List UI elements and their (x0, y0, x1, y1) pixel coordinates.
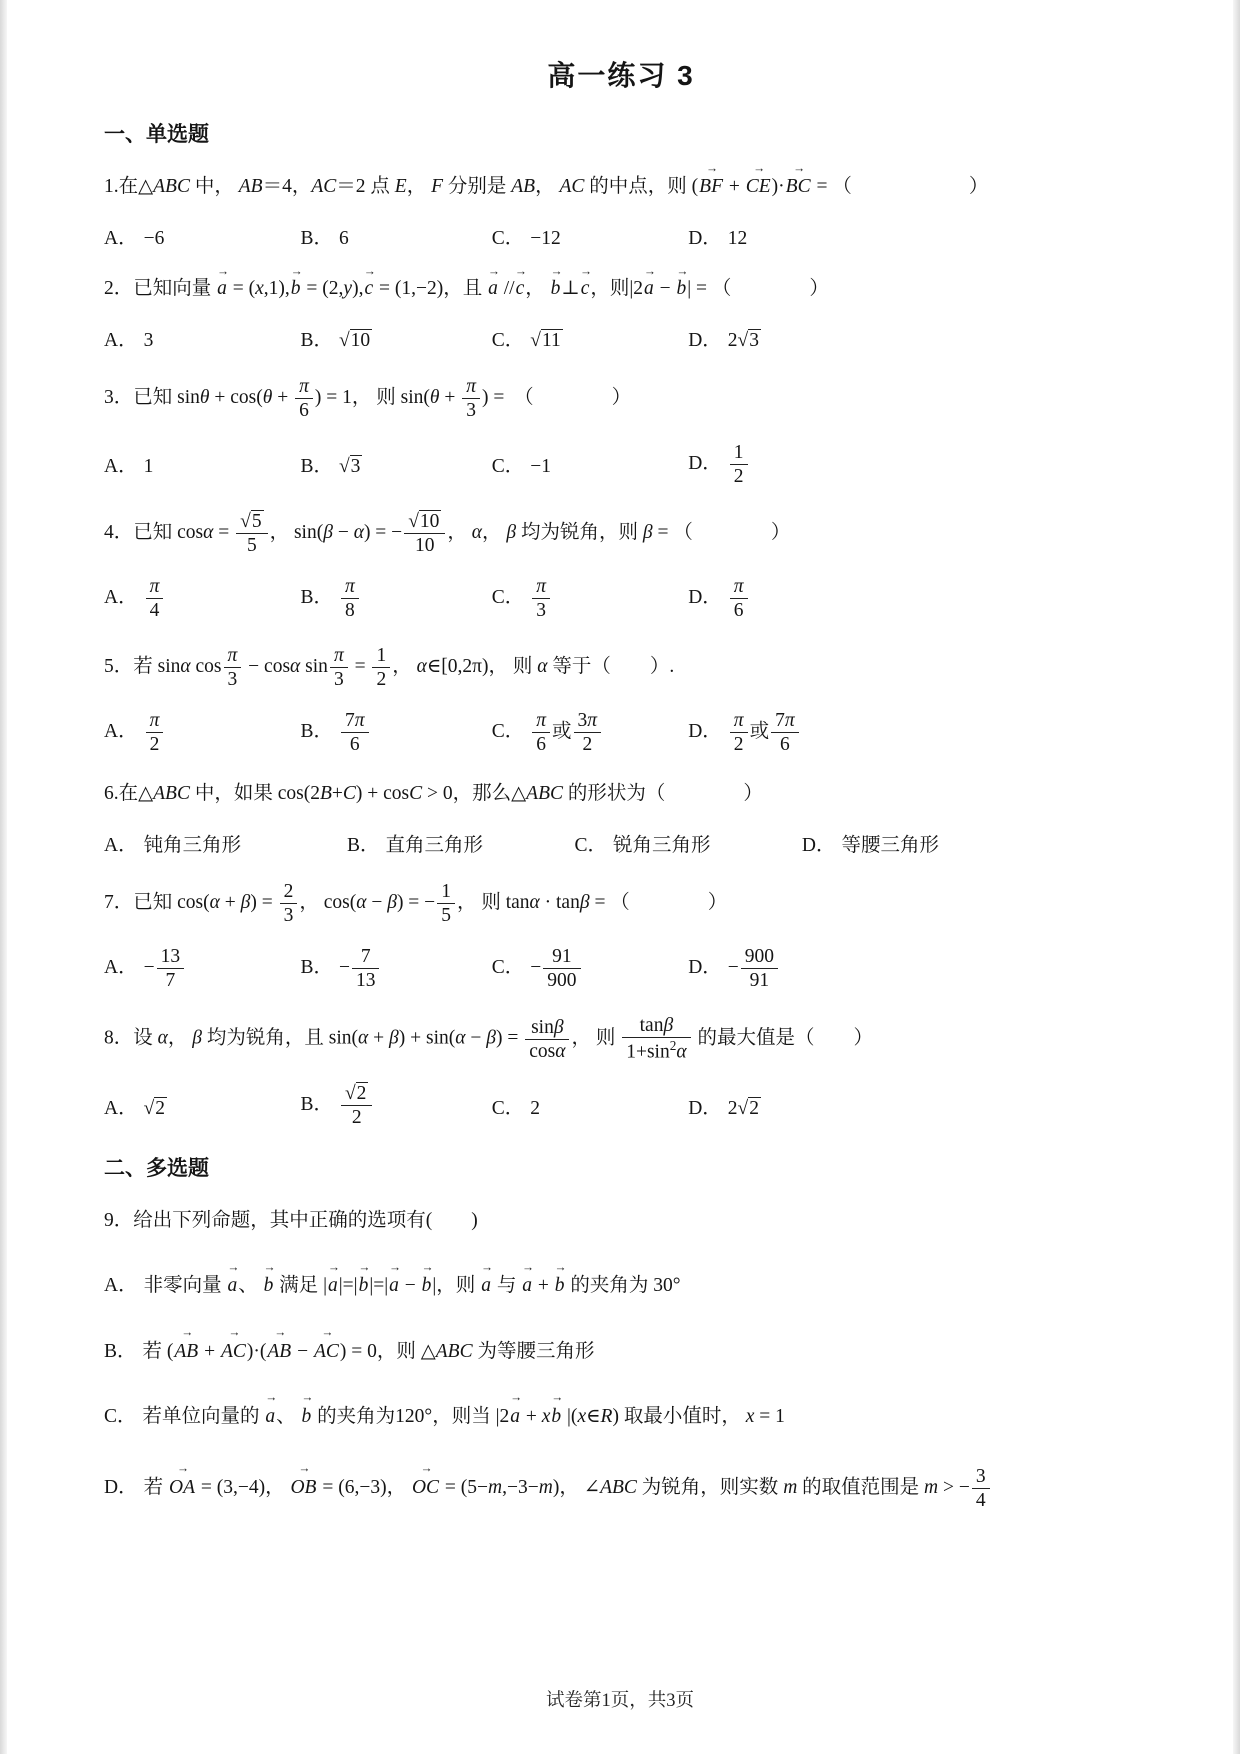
question-7-stem: 7．已知 cos(α + β) = $\frac{2}{3}$ ， cos(α − β) = − $\frac{1}{5}$ ， 则 tanα · tanβ = （ ） (104, 881, 728, 927)
option-label: B． (300, 456, 333, 478)
page-edge-right (1233, 0, 1240, 1754)
question-9-options (104, 1270, 1138, 1511)
question-7-option-C: C． − $\frac{91}{900}$ (492, 946, 688, 991)
option-label: C． (574, 835, 607, 857)
question-2 (104, 274, 1138, 352)
question-1-option-D: D． 12 (688, 228, 748, 250)
question-9-option-D: D． 若 OA → = (3,−4)， OB → = (6,−3)， OC → = (5−m,−3−m)， ∠ABC 为锐角，则实数 m 的取值范围是 m > − $\frac{3}{4}$ (104, 1466, 1138, 1511)
option-label: B． (300, 1094, 333, 1116)
page-title: 高一练习 3 (547, 60, 695, 91)
option-label: C． (491, 330, 525, 352)
option-label: D． (688, 720, 722, 742)
question-1-stem: 1.在△ABC 中， AB＝4，AC＝2 点 E， F 分别是 AB， AC 的中点，则 (BF → + CE →)·BC → = （ ） (104, 172, 1138, 202)
question-3-stem: 3．已知 sinθ + cos(θ + $\frac{\pi}{6}$ ) = 1， 则 sin(θ + $\frac{\pi}{3}$ ) = （ ） (104, 376, 632, 422)
page-footer: 试卷第1页，共3页 (545, 1691, 694, 1711)
option-label: A． (104, 330, 138, 352)
question-8-option-A: A． √ 2 (104, 1092, 300, 1120)
question-5-option-B: B． $\frac{7\pi}{6}$ (300, 710, 491, 755)
option-label: D． (688, 1097, 722, 1119)
option-label: B． (300, 957, 333, 979)
question-7 (104, 881, 1138, 991)
option-label: D． (688, 586, 722, 608)
question-8-option-C: C． 2 (491, 1097, 540, 1119)
question-3-option-B: B． √ 3 (300, 450, 491, 478)
question-6 (104, 779, 1138, 857)
option-label: B． (300, 228, 333, 250)
question-4-options (104, 576, 1138, 621)
question-5-option-C: C． $\frac{\pi}{6}$ 或 $\frac{3\pi}{2}$ (492, 710, 688, 755)
question-8-stem: 8．设 α， β 均为锐角，且 sin(α + β) + sin(α − β) = $\frac{\sin\beta}{\cos\alpha}$ ， 则 $\frac{\tan\beta}{1+\sin^2\alpha}$ 的最大值是（ ） (104, 1015, 873, 1063)
option-label: D． (688, 228, 722, 250)
option-label: C． (104, 1405, 137, 1427)
option-label: A． (104, 1097, 138, 1119)
question-6-option-A: A． 钝角三角形 (104, 835, 242, 857)
question-7-option-D: D． − $\frac{900}{91}$ (688, 946, 1138, 991)
question-2-option-D: D． 2 √ 3 (688, 324, 1138, 352)
question-7-options (104, 946, 1138, 991)
option-label: C． (491, 957, 525, 979)
question-5-option-A: A． $\frac{\pi}{2}$ (104, 710, 300, 755)
question-6-option-B: B． 直角三角形 (346, 835, 484, 857)
question-8-option-B: B． √ $\frac{2}{2}$ (300, 1083, 491, 1128)
question-8 (104, 1015, 1138, 1128)
option-label: D． (688, 957, 722, 979)
option-label: A． (104, 957, 138, 979)
option-label: A． (104, 228, 138, 250)
option-label: D． (688, 330, 722, 352)
question-4-option-C: C． $\frac{\pi}{3}$ (492, 576, 688, 621)
question-1-option-C: C． −12 (491, 228, 561, 250)
question-6-option-D: D． 等腰三角形 (801, 835, 940, 857)
option-label: A． (104, 835, 138, 857)
option-label: D． (801, 835, 836, 857)
question-9-option-B: B． 若 (AB → + AC →)·(AB → − AC →) = 0，则 △ABC 为等腰三角形 (104, 1336, 1138, 1367)
option-label: A． (104, 586, 138, 608)
section-heading-single-choice: 一、单选题 (104, 123, 209, 146)
question-9-option-A: A． 非零向量 a →、 b → 满足 |a →|=|b →|=|a → − b →|，则 a → 与 a → + b → 的夹角为 30° (104, 1270, 1138, 1301)
question-7-option-B: B． − $\frac{7}{13}$ (300, 946, 491, 991)
option-label: C． (491, 456, 525, 478)
option-label: A． (104, 1275, 138, 1297)
option-label: D． (104, 1476, 138, 1498)
question-5-stem: 5．若 sinα cos $\frac{\pi}{3}$ − cosα sin $\frac{\pi}{3}$ = $\frac{1}{2}$ ， α∈[0,2π)， 则 α 等于（ ）. (104, 644, 675, 690)
page-edge-left (0, 0, 7, 1754)
multi-choice-questions (104, 1206, 1138, 1511)
option-label: D． (688, 452, 722, 474)
question-9-stem: 9．给出下列命题，其中正确的选项有( ) (104, 1210, 478, 1232)
question-4-stem: 4．已知 cosα = √ $\frac{5}{5}$ ， sin(β − α) = − √ $\frac{10}{10}$ ， α， β 均为锐角，则 β = （ ） (104, 511, 1138, 556)
option-label: B． (346, 835, 380, 857)
option-label: A． (104, 456, 138, 478)
option-label: B． (104, 1340, 137, 1362)
question-9 (104, 1206, 1138, 1511)
question-7-option-A: A． − $\frac{13}{7}$ (104, 946, 300, 991)
question-8-option-D: D． 2 √ 2 (688, 1092, 1138, 1120)
option-label: B． (300, 586, 333, 608)
question-4-option-A: A． $\frac{\pi}{4}$ (104, 576, 300, 621)
single-choice-questions (104, 172, 1138, 1128)
question-3 (104, 376, 1138, 486)
question-4 (104, 511, 1138, 621)
option-label: A． (104, 720, 138, 742)
option-label: B． (300, 330, 333, 352)
option-label: B． (300, 720, 333, 742)
option-label: C． (491, 228, 525, 250)
question-5 (104, 645, 1138, 755)
question-8-options (104, 1083, 1138, 1128)
section-heading-multi-choice: 二、多选题 (104, 1157, 209, 1181)
option-label: C． (491, 586, 525, 608)
question-1-option-A: A． −6 (104, 228, 165, 250)
question-6-options (104, 829, 1138, 857)
question-1-options (104, 222, 1138, 250)
question-4-option-D: D． $\frac{\pi}{6}$ (688, 576, 1138, 621)
question-2-stem: 2．已知向量 a → = (x,1),b → = (2,y),c → = (1,−2)，且 a → //c →， b →⊥c →，则|2a → − b →| = （ ） (104, 274, 1138, 304)
option-label: C． (491, 1097, 525, 1119)
question-3-option-D: D． $\frac{1}{2}$ (688, 442, 1138, 487)
question-2-option-A: A． 3 (104, 330, 154, 352)
question-4-option-B: B． $\frac{\pi}{8}$ (300, 576, 491, 621)
option-label: C． (491, 720, 525, 742)
question-3-option-A: A． 1 (104, 456, 154, 478)
question-6-option-C: C． 锐角三角形 (574, 835, 711, 857)
question-5-options (104, 710, 1138, 755)
question-1 (104, 172, 1138, 250)
question-1-option-B: B． 6 (300, 228, 349, 250)
question-2-option-B: B． √ 10 (300, 324, 491, 352)
question-6-stem: 6.在△ABC 中，如果 cos(2B+C) + cosC > 0，那么△ABC 的形状为（ ） (104, 783, 763, 804)
question-9-option-C: C． 若单位向量的 a →、 b → 的夹角为120°，则当 |2a → + xb → |(x∈R) 取最小值时， x = 1 (104, 1401, 1138, 1432)
question-2-option-C: C． √ 11 (492, 324, 688, 352)
question-2-options (104, 324, 1138, 352)
question-5-option-D: D． $\frac{\pi}{2}$ 或 $\frac{7\pi}{6}$ (688, 710, 1138, 755)
question-3-options (104, 442, 1138, 487)
question-3-option-C: C． −1 (491, 456, 551, 478)
